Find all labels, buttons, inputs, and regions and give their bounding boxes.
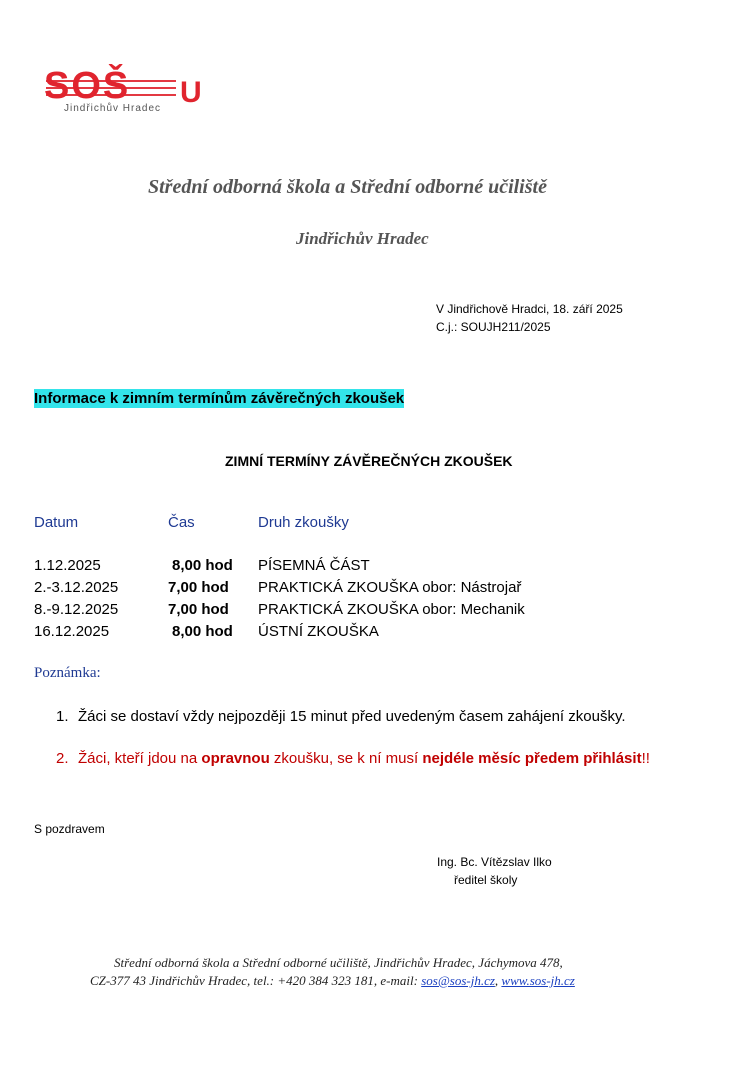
row-date: 2.-3.12.2025 xyxy=(34,579,119,596)
col-header-date: Datum xyxy=(34,514,79,531)
col-header-time: Čas xyxy=(168,514,195,531)
school-city: Jindřichův Hradec xyxy=(296,229,429,248)
note-item-2-number: 2. xyxy=(56,750,69,767)
footer-contact: CZ-377 43 Jindřichův Hradec, tel.: +420 384 323 181, e-mail: xyxy=(90,973,422,988)
footer-line-2 xyxy=(90,973,575,989)
place-date: V Jindřichově Hradci, 18. září 2025 xyxy=(436,302,623,316)
row-type: PRAKTICKÁ ZKOUŠKA obor: Mechanik xyxy=(258,601,525,618)
note-item-2-part: Žáci, kteří jdou na xyxy=(78,750,202,767)
col-header-type: Druh zkoušky xyxy=(258,514,349,531)
footer-line-1: Střední odborná škola a Střední odborné učiliště, Jindřichův Hradec, Jáchymova 478, xyxy=(114,955,563,970)
school-name: Střední odborná škola a Střední odborné učiliště xyxy=(148,176,547,198)
info-heading: Informace k zimním termínům závěrečných zkoušek xyxy=(34,390,405,407)
note-item-2-emphasis: opravnou xyxy=(201,750,270,767)
row-type: PÍSEMNÁ ČÁST xyxy=(258,557,370,574)
row-date: 8.-9.12.2025 xyxy=(34,601,119,618)
row-time: 8,00 hod xyxy=(172,557,233,574)
signer-name: Ing. Bc. Vítězslav Ilko xyxy=(437,855,552,869)
row-type: ÚSTNÍ ZKOUŠKA xyxy=(258,623,379,640)
row-type: PRAKTICKÁ ZKOUŠKA obor: Nástrojař xyxy=(258,579,522,596)
footer-separator: , xyxy=(494,973,502,988)
logo-town: Jindřichův Hradec xyxy=(64,103,162,114)
greeting: S pozdravem xyxy=(34,822,105,836)
row-date: 16.12.2025 xyxy=(34,623,110,640)
row-time: 7,00 hod xyxy=(168,579,229,596)
note-item-2-part: zkoušku, se k ní musí xyxy=(269,750,423,767)
svg-text:SOŠ: SOŠ xyxy=(44,65,131,107)
note-item-1-number: 1. xyxy=(56,708,69,725)
email-link[interactable]: sos@sos-jh.cz xyxy=(421,973,495,988)
svg-text:U: U xyxy=(180,76,202,109)
note-item-2 xyxy=(78,750,650,767)
row-time: 8,00 hod xyxy=(172,623,233,640)
note-item-1: Žáci se dostaví vždy nejpozději 15 minut před uvedeným časem zahájení zkoušky. xyxy=(78,708,626,725)
row-time: 7,00 hod xyxy=(168,601,229,618)
row-date: 1.12.2025 xyxy=(34,557,101,574)
section-title: ZIMNÍ TERMÍNY ZÁVĚREČNÝCH ZKOUŠEK xyxy=(225,453,513,469)
signer-role: ředitel školy xyxy=(454,873,518,887)
note-label: Poznámka: xyxy=(34,665,101,681)
note-item-2-part: !! xyxy=(641,750,650,767)
note-item-2-emphasis: nejdéle měsíc předem přihlásit xyxy=(422,750,642,767)
website-link[interactable]: www.sos-jh.cz xyxy=(501,973,575,988)
ref-number: C.j.: SOUJH211/2025 xyxy=(436,320,551,334)
